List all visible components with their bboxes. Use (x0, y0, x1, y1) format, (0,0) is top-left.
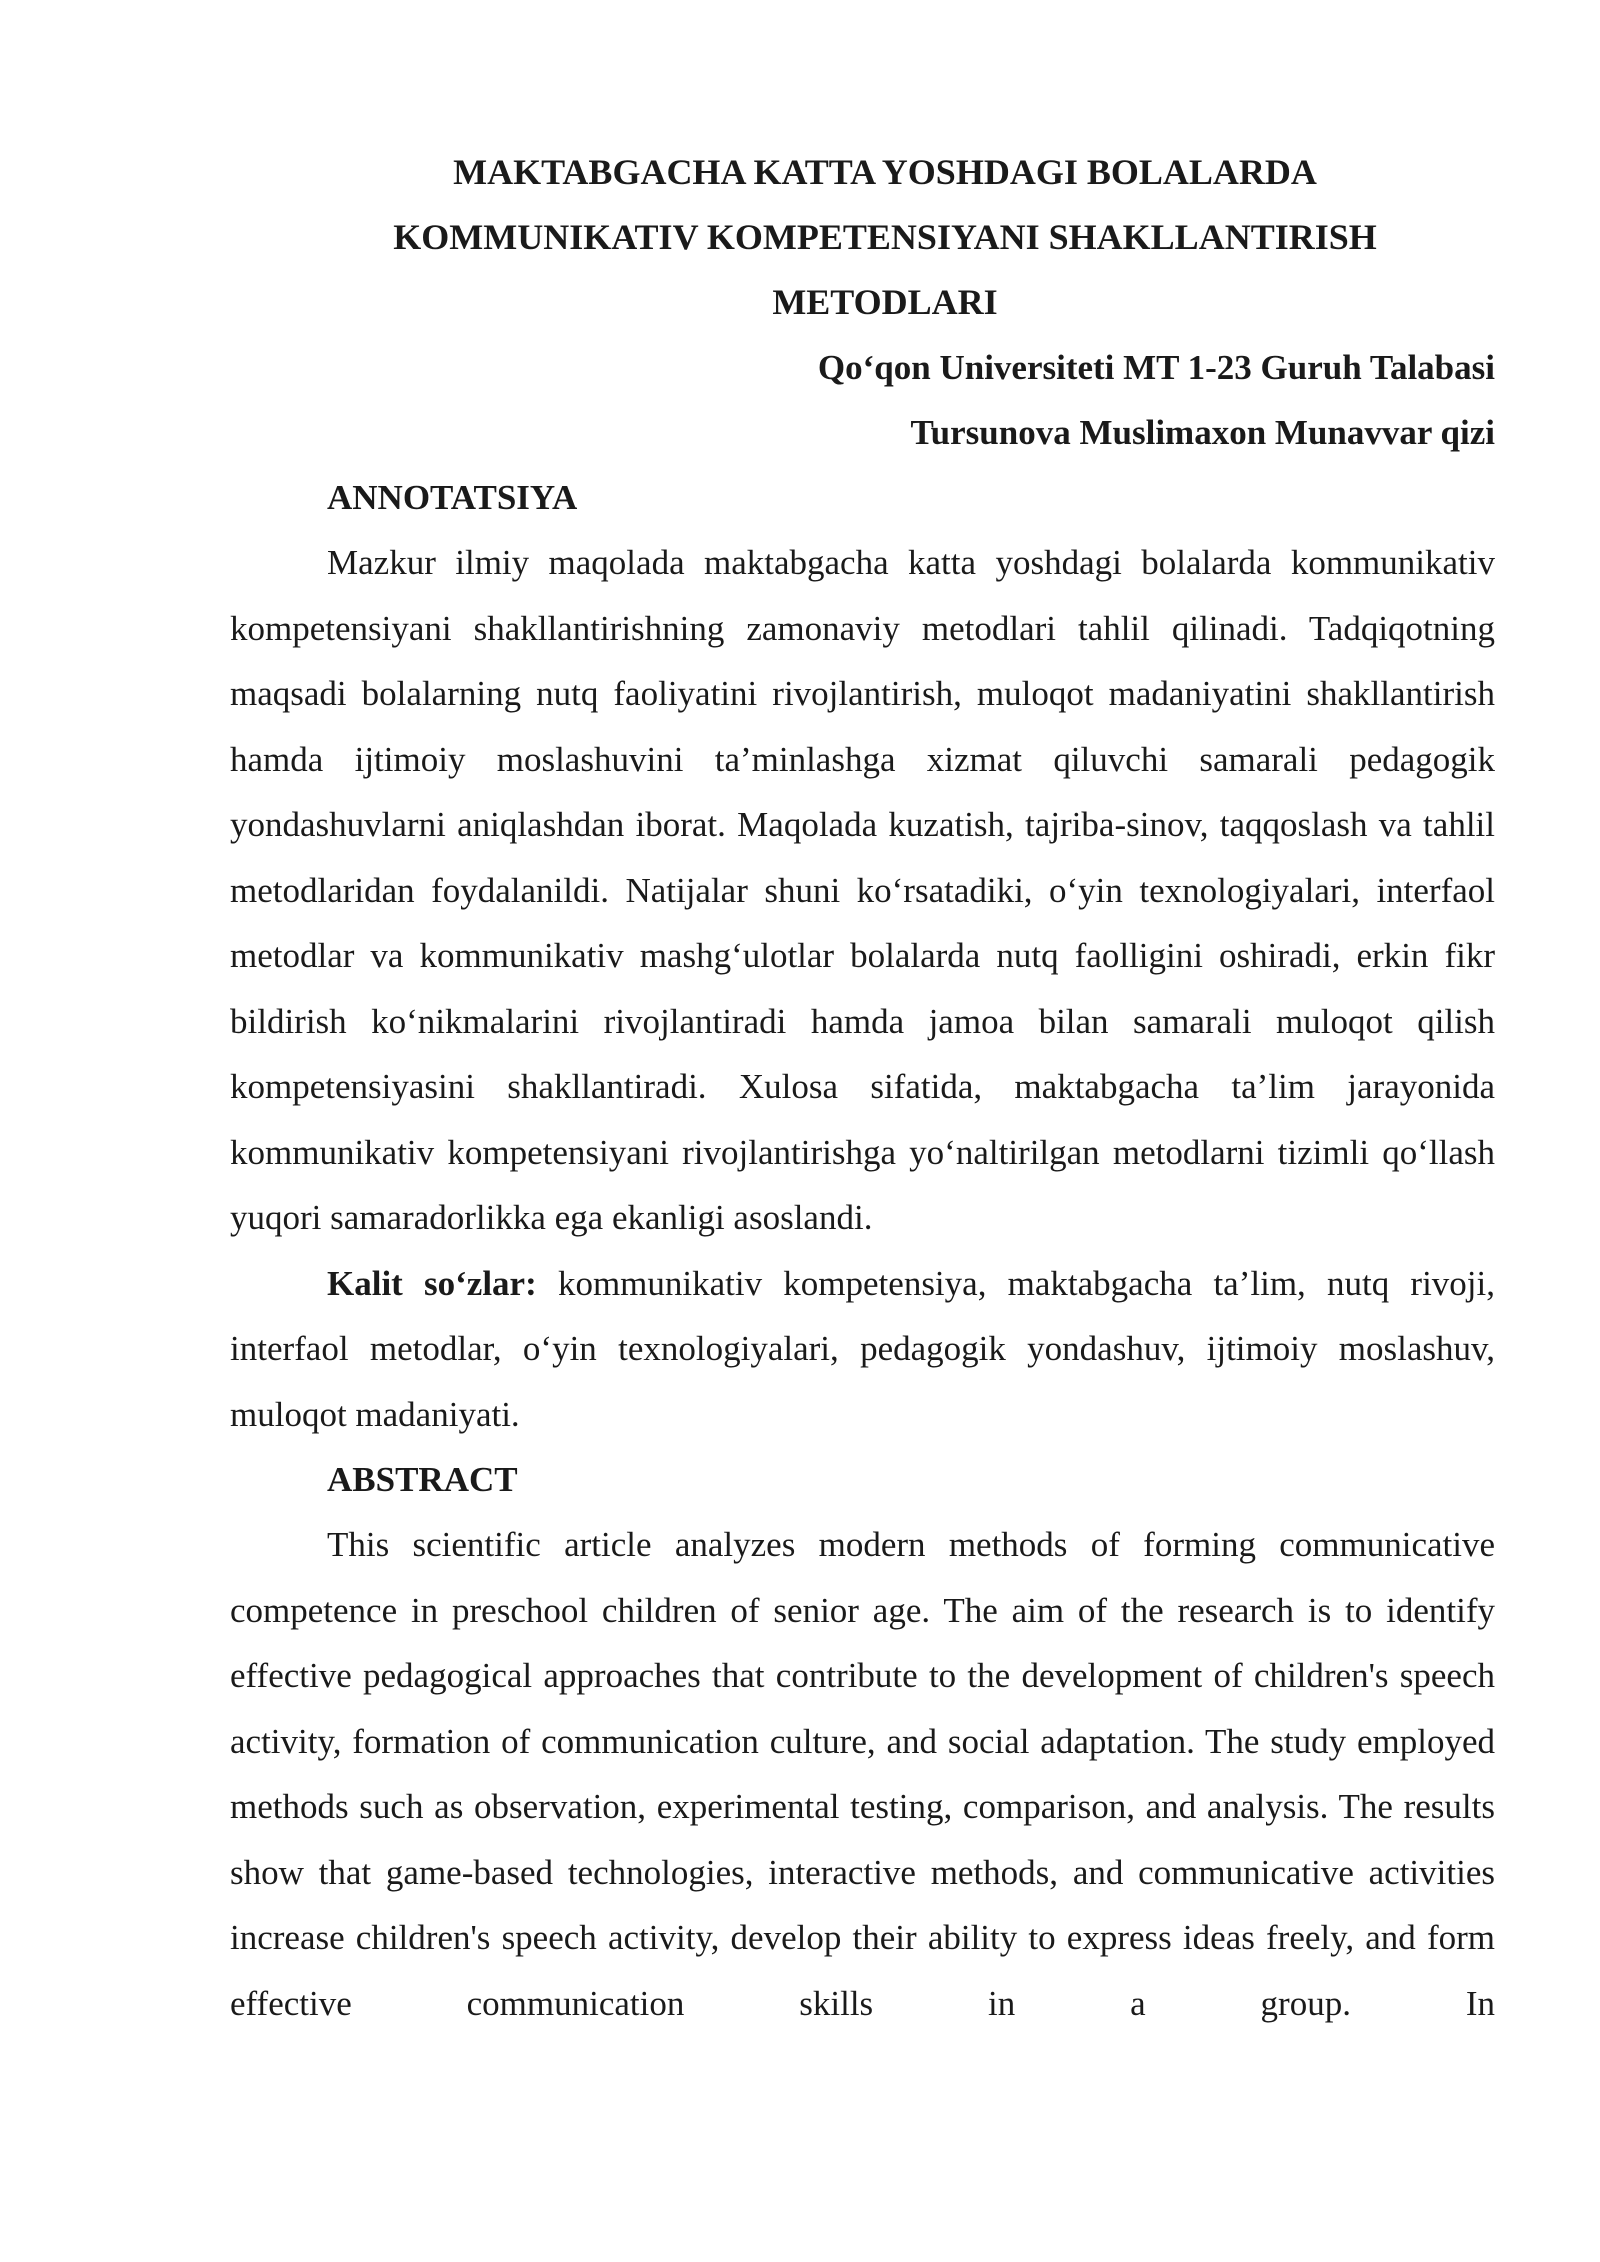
abstract-heading: ABSTRACT (327, 1460, 518, 1499)
document-page (230, 140, 1495, 2036)
annotation-heading: ANNOTATSIYA (327, 478, 578, 517)
title-line-3: METODLARI (772, 282, 998, 322)
paper-title (230, 140, 1495, 335)
keywords-text: kommunikativ kompetensiya, maktabgacha ta’lim, nutq rivoji, interfaol metodlar, o‘yin texnologiyalari, pedagogik yondashuv, ijtimoiy moslashuv, muloqot madaniyati. (230, 1263, 1495, 1434)
title-line-1: MAKTABGACHA KATTA YOSHDAGI BOLALARDA (453, 152, 1317, 192)
title-line-2: KOMMUNIKATIV KOMPETENSIYANI SHAKLLANTIRISH (393, 217, 1377, 257)
keywords-label: Kalit so‘zlar: (327, 1263, 537, 1303)
keywords-paragraph (230, 1251, 1495, 1448)
author-name: Tursunova Muslimaxon Munavvar qizi (910, 413, 1495, 452)
author-block (230, 335, 1495, 465)
abstract-text: This scientific article analyzes modern methods of forming communicative competence in preschool children of senior age. The aim of the research is to identify effective pedagogical approaches that contribute to the development of children's speech activity, formation of communication culture, and social adaptation. The study employed methods such as observation, experimental testing, comparison, and analysis. The results show that game-based technologies, interactive methods, and communicative activities increase children's speech activity, develop their ability to express ideas freely, and form effective communication skills in a group. In (230, 1525, 1495, 2023)
author-affiliation: Qo‘qon Universiteti MT 1-23 Guruh Talabasi (817, 348, 1495, 387)
annotation-text: Mazkur ilmiy maqolada maktabgacha katta yoshdagi bolalarda kommunikativ kompetensiyani shakllantirishning zamonaviy metodlari tahlil qilinadi. Tadqiqotning maqsadi bolalarning nutq faoliyatini rivojlantirish, muloqot madaniyatini shakllantirish hamda ijtimoiy moslashuvini ta’minlashga xizmat qiluvchi samarali pedagogik yondashuvlarni aniqlashdan iborat. Maqolada kuzatish, tajriba-sinov, taqqoslash va tahlil metodlaridan foydalanildi. Natijalar shuni ko‘rsatadiki, o‘yin texnologiyalari, interfaol metodlar va kommunikativ mashg‘ulotlar bolalarda nutq faolligini oshiradi, erkin fikr bildirish ko‘nikmalarini rivojlantiradi hamda jamoa bilan samarali muloqot qilish kompetensiyasini shakllantiradi. Xulosa sifatida, maktabgacha ta’lim jarayonida kommunikativ kompetensiyani rivojlantirishga yo‘naltirilgan metodlarni tizimli qo‘llash yuqori samaradorlikka ega ekanligi asoslandi. (230, 543, 1495, 1237)
